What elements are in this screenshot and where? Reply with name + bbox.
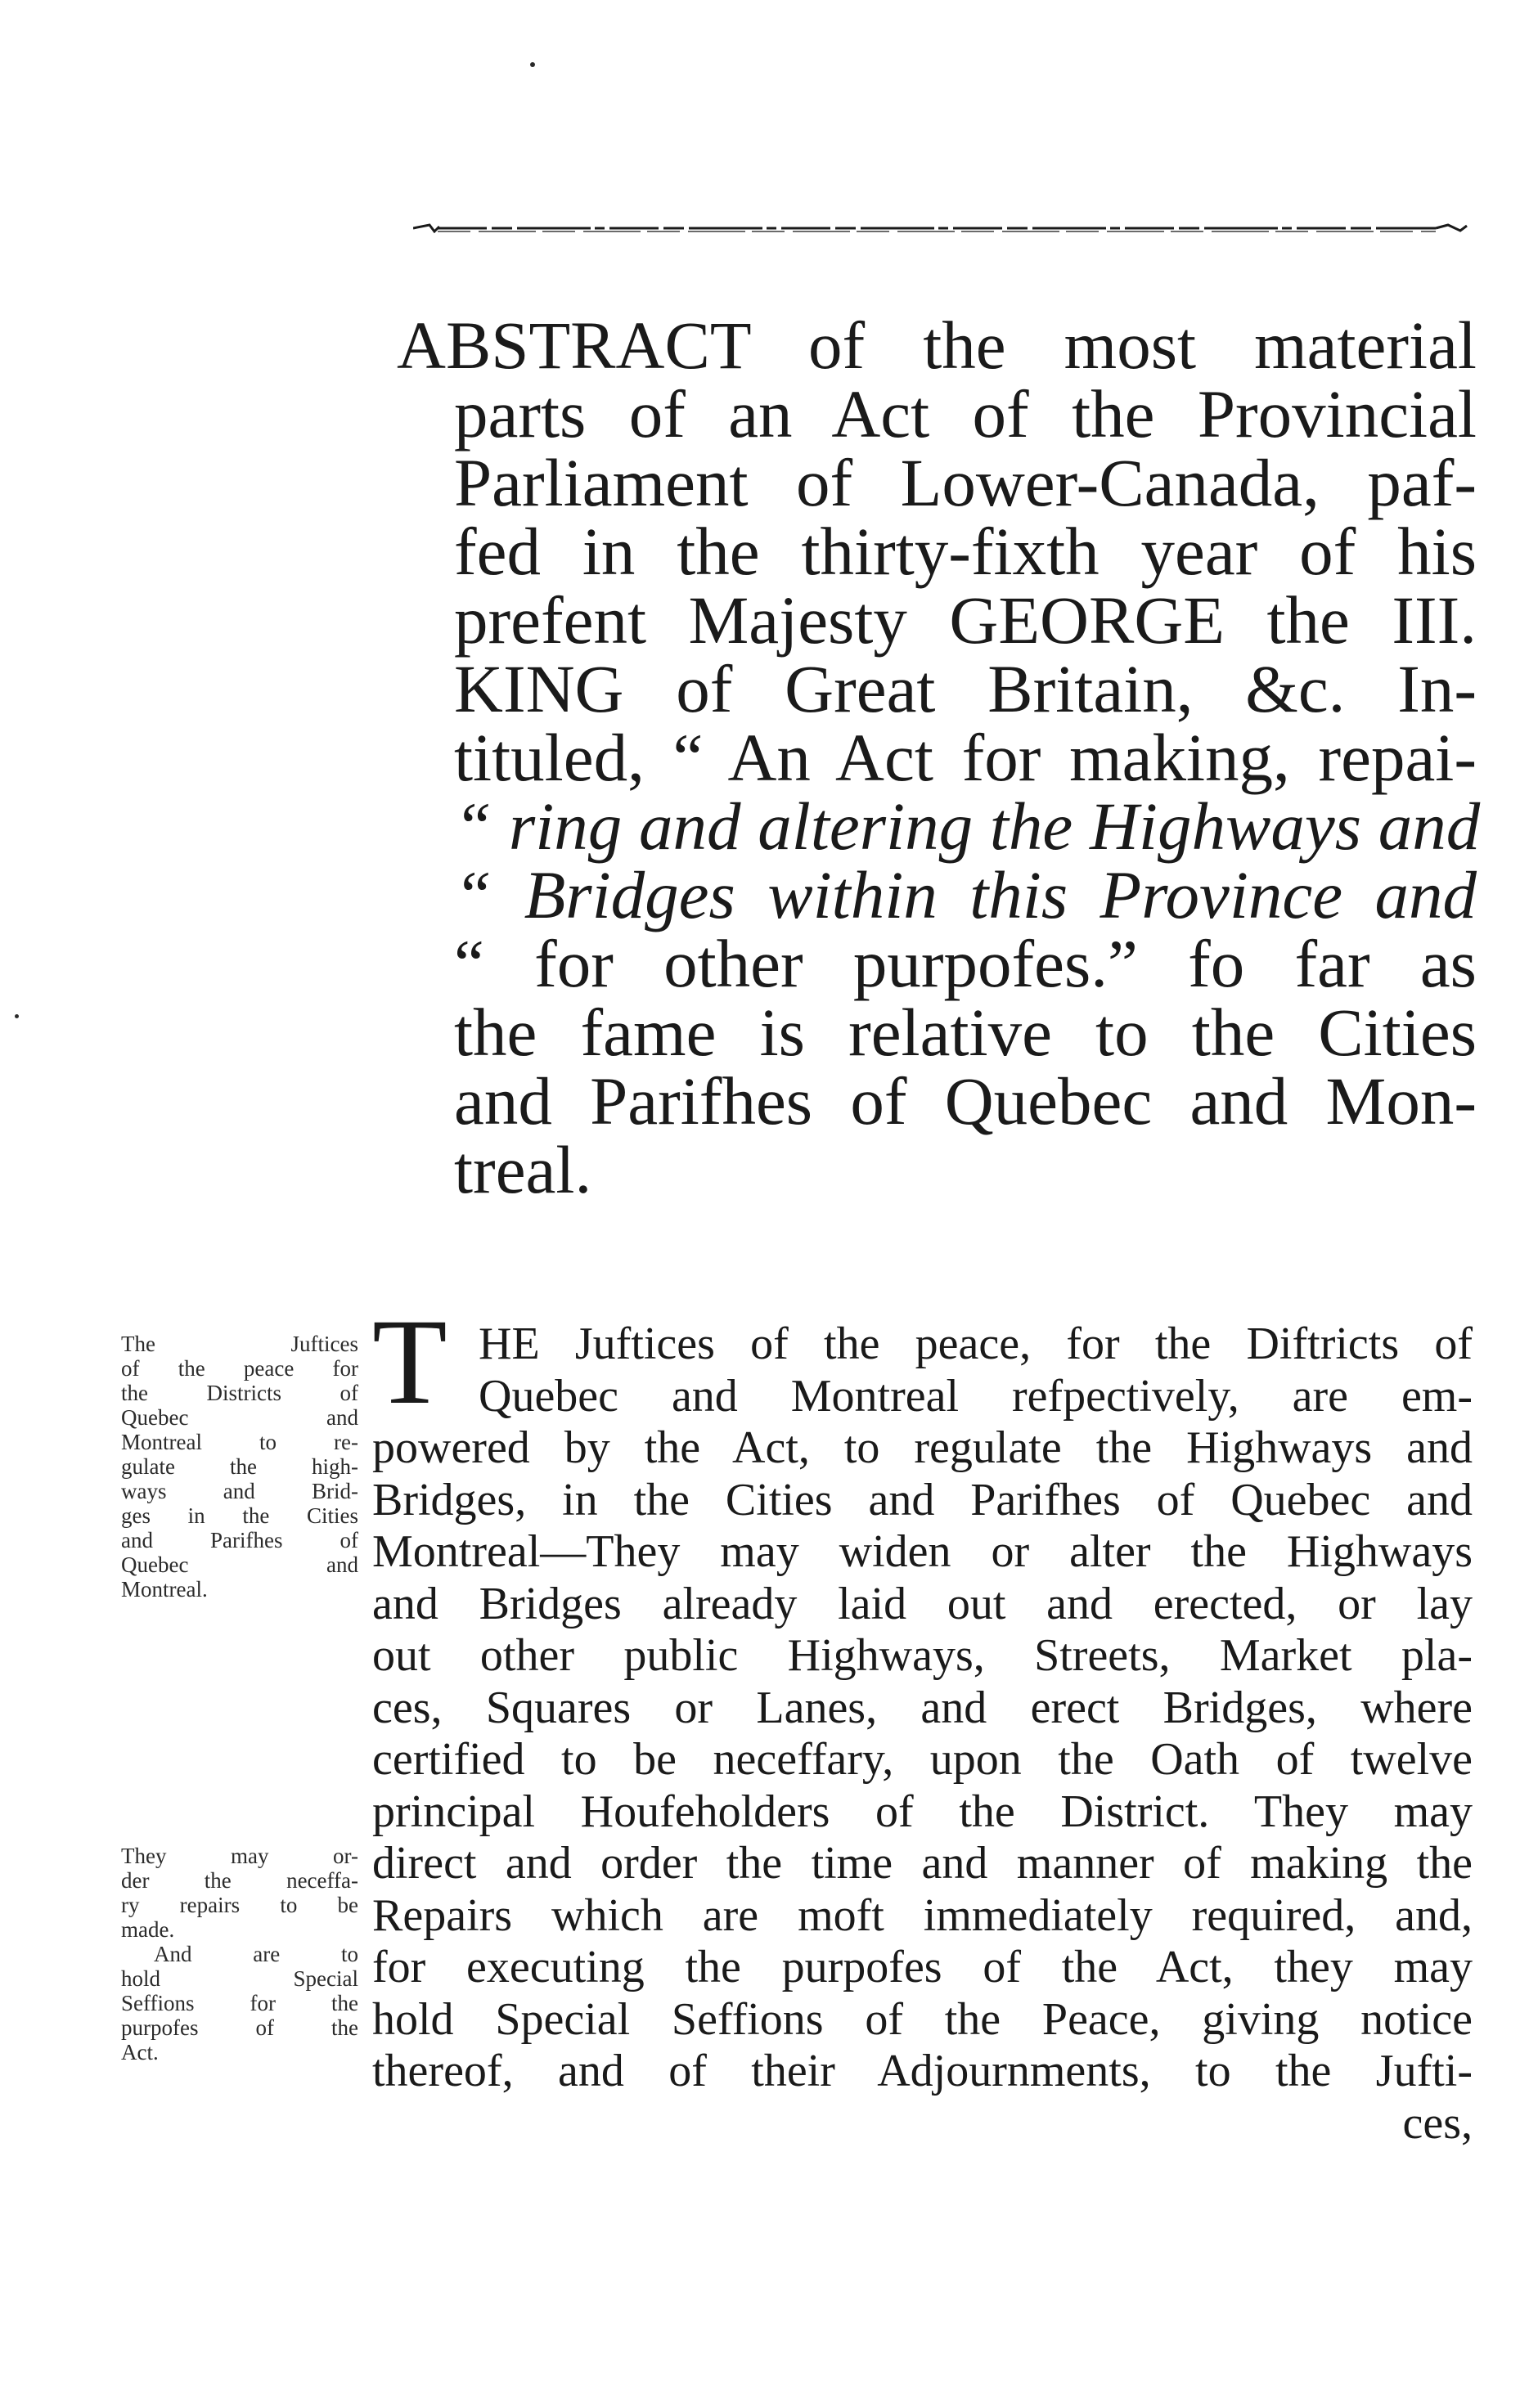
catchword: ces, — [1402, 2097, 1473, 2149]
marginal-line: Montreal. — [121, 1577, 208, 1602]
marginal-line: made. — [121, 1917, 175, 1942]
title-line: “ for other purpofes.” fo far as — [454, 926, 1477, 1001]
body-line: HE Juftices of the peace, for the Diftricts of — [479, 1319, 1473, 1369]
body-line: certified to be neceffary, upon the Oath of twelve — [372, 1734, 1473, 1785]
body-line: ces, Squares or Lanes, and erect Bridges, where — [372, 1682, 1473, 1733]
marginal-line: the Districts of — [121, 1381, 358, 1405]
title-line: and Parifhes of Quebec and Mon- — [454, 1063, 1477, 1139]
marginal-line: of the peace for — [121, 1356, 358, 1381]
body-line: thereof, and of their Adjournments, to the Jufti- — [372, 2046, 1473, 2096]
body-line: Repairs which are moft immediately required, and, — [372, 1889, 1473, 1941]
marginal-line: Quebec and — [121, 1552, 358, 1577]
body-line: Quebec and Montreal refpectively, are em- — [479, 1370, 1473, 1422]
body-line: Montreal—They may widen or alter the Highways — [372, 1526, 1473, 1577]
title-line: fed in the thirty-fixth year of his — [454, 514, 1477, 589]
title-line: the fame is relative to the Cities — [454, 995, 1477, 1070]
abstract-title — [397, 308, 1481, 1207]
marginal-note-repairs — [121, 1844, 358, 2064]
title-line: “ Bridges within this Province and — [454, 857, 1477, 932]
title-line: treal. — [454, 1132, 592, 1207]
body-line: powered by the Act, to regulate the Highways and — [372, 1422, 1473, 1473]
marginal-line: ry repairs to be — [121, 1893, 358, 1917]
marginal-line: Seffions for the — [121, 1991, 358, 2015]
marginal-line: ges in the Cities — [121, 1503, 358, 1528]
ornamental-rule — [413, 222, 1468, 234]
marginal-line: The Juftices — [121, 1332, 358, 1356]
marginal-line: Act. — [121, 2040, 159, 2064]
marginal-line: They may or- — [121, 1844, 358, 1868]
body-line: hold Special Seffions of the Peace, giving notice — [372, 1993, 1473, 2045]
body-paragraph — [372, 1319, 1473, 2150]
ink-speck — [530, 62, 535, 67]
body-line: out other public Highways, Streets, Market pla- — [372, 1630, 1473, 1681]
ink-speck — [15, 1014, 19, 1018]
marginal-line: And are to — [154, 1942, 358, 1966]
marginal-line: Quebec and — [121, 1405, 358, 1430]
marginal-line: gulate the high- — [121, 1454, 358, 1479]
drop-cap: T — [372, 1294, 447, 1430]
marginal-line: ways and Brid- — [121, 1479, 358, 1503]
title-line: ABSTRACT of the most material — [397, 308, 1477, 383]
title-line: prefent Majesty GEORGE the III. — [454, 582, 1477, 658]
title-line: “ ring and altering the Highways and — [454, 788, 1481, 864]
marginal-line: and Parifhes of — [121, 1528, 358, 1552]
body-line: Bridges, in the Cities and Parifhes of Quebec and — [372, 1474, 1473, 1525]
body-line: and Bridges already laid out and erected, or lay — [372, 1578, 1473, 1629]
marginal-line: purpofes of the — [121, 2015, 358, 2040]
title-line: parts of an Act of the Provincial — [454, 376, 1477, 452]
body-line: principal Houfeholders of the District. They may — [372, 1786, 1473, 1837]
title-line: KING of Great Britain, &c. In- — [454, 651, 1477, 726]
marginal-line: der the neceffa- — [121, 1868, 358, 1893]
title-line: Parliament of Lower-Canada, paf- — [454, 445, 1477, 520]
body-line: direct and order the time and manner of making the — [372, 1838, 1473, 1889]
marginal-line: Montreal to re- — [121, 1430, 358, 1454]
title-line: tituled, “ An Act for making, repai- — [454, 720, 1477, 795]
body-line: for executing the purpofes of the Act, they may — [372, 1942, 1473, 1992]
marginal-note-justices — [121, 1332, 358, 1602]
marginal-line: hold Special — [121, 1966, 358, 1991]
